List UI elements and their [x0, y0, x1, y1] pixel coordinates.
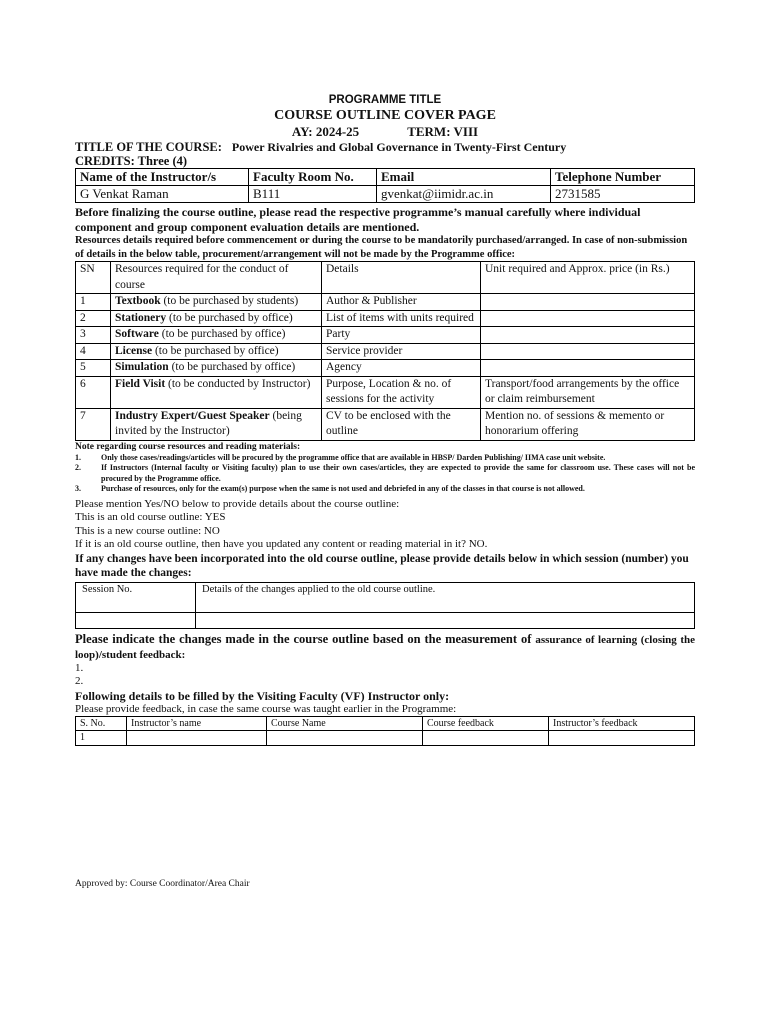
- table-row: [76, 294, 695, 311]
- vf-heading: Following details to be filled by the Visiting Faculty (VF) Instructor only:: [75, 688, 450, 703]
- resource-unit-price: Mention no. of sessions & memento or honorarium offering: [481, 408, 695, 440]
- cover-page-title: COURSE OUTLINE COVER PAGE: [274, 108, 496, 123]
- col-instructor-name: Instructor’s name: [127, 717, 267, 731]
- note-item: [75, 453, 695, 464]
- resource-unit-price: [481, 343, 695, 360]
- resource-sn-text: 4: [80, 344, 86, 357]
- col-change-details: Details of the changes applied to the old course outline.: [196, 582, 695, 612]
- table-row: [76, 376, 695, 408]
- resource-title: Stationery: [115, 311, 167, 324]
- col-unit-price: Unit required and Approx. price (in Rs.): [481, 262, 695, 294]
- resource-title: Software: [115, 328, 159, 340]
- vf-instructor-feedback: [549, 731, 695, 746]
- resource-unit-price: [481, 310, 695, 327]
- mention-prompt: Please mention Yes/NO below to provide details about the course outline:: [75, 497, 400, 510]
- resource-name: [111, 408, 322, 440]
- resource-details: Agency: [322, 360, 481, 377]
- resource-unit-price: [481, 294, 695, 311]
- col-details: Details: [322, 262, 481, 294]
- old-outline-status: This is an old course outline: YES: [75, 511, 226, 523]
- table-row: [76, 408, 695, 440]
- resource-sn: [76, 343, 111, 360]
- resource-note: (being invited by the Instructor): [115, 409, 302, 437]
- aol-heading-part-a: Please indicate the changes made in the course outline based on the measurement of: [75, 631, 536, 646]
- vf-sno: 1: [76, 731, 127, 746]
- col-faculty-room: Faculty Room No.: [249, 169, 377, 186]
- resource-sn-text: 5: [80, 361, 86, 373]
- table-row: [76, 310, 695, 327]
- vf-course-feedback: [423, 731, 549, 746]
- instructor-name: G Venkat Raman: [76, 186, 249, 203]
- notes-heading: Note regarding course resources and reading materials:: [75, 441, 301, 452]
- credits: CREDITS: Three (4): [75, 154, 188, 168]
- aol-heading-part-b: assurance of learning (closing the loop)/student feedback:: [75, 633, 695, 661]
- course-title-label: TITLE OF THE COURSE:: [75, 140, 222, 154]
- col-sn: SN: [76, 262, 111, 294]
- resource-details: Party: [322, 327, 481, 344]
- instructor-table: [75, 168, 695, 203]
- resource-name: [111, 310, 322, 327]
- resource-title: Industry Expert/Guest Speaker: [115, 409, 270, 422]
- table-header-row: [76, 262, 695, 294]
- vf-feedback-table: [75, 716, 695, 746]
- resource-name: [111, 343, 322, 360]
- resource-note: (to be purchased by students): [160, 295, 299, 307]
- resource-sn: [76, 376, 111, 408]
- telephone-number: 2731585: [551, 186, 695, 203]
- resource-sn-text: 7: [80, 409, 86, 422]
- table-row: [76, 186, 695, 203]
- resource-title: Field Visit: [115, 377, 166, 390]
- note-number: 3.: [75, 484, 81, 493]
- resource-unit-price: [481, 327, 695, 344]
- resource-unit-price: [481, 360, 695, 377]
- vf-feedback-prompt: Please provide feedback, in case the same course was taught earlier in the Programme:: [75, 702, 457, 715]
- changes-prompt: If any changes have been incorporated into the old course outline, please provide details below in which session (number) you have made the changes:: [75, 552, 689, 579]
- updated-status: If it is an old course outline, then have you updated any content or reading material in it? NO.: [75, 538, 488, 550]
- approved-by: Approved by: Course Coordinator/Area Chair: [75, 879, 250, 889]
- resource-note: (to be purchased by office): [158, 328, 286, 340]
- col-sno: S. No.: [76, 717, 127, 731]
- table-row: [76, 731, 695, 746]
- table-row: [76, 327, 695, 344]
- resource-title: License: [115, 344, 153, 357]
- resource-details: Purpose, Location & no. of sessions for the activity: [322, 376, 481, 408]
- programme-title: PROGRAMME TITLE: [328, 94, 442, 106]
- resource-name: [111, 360, 322, 377]
- intro-paragraph: Before finalizing the course outline, please read the respective programme’s manual carefully where individual component and group component evaluation details are mentioned.: [75, 205, 641, 234]
- document-page: [75, 93, 695, 889]
- resources-paragraph: Resources details required before commencement or during the course to be mandatorily purchased/arranged. In case of non-submission of details in the below table, procurement/arrangement will not be made by the Programme office:: [75, 235, 688, 260]
- resource-sn: [76, 327, 111, 344]
- col-telephone: Telephone Number: [551, 169, 695, 186]
- resource-title: Simulation: [115, 361, 169, 373]
- change-details-cell: [196, 612, 695, 628]
- table-row: [76, 360, 695, 377]
- resource-details: List of items with units required: [322, 310, 481, 327]
- faculty-room: B111: [249, 186, 377, 203]
- new-outline-status: This is a new course outline: NO: [75, 524, 220, 537]
- vf-course-name: [267, 731, 423, 746]
- resource-details: CV to be enclosed with the outline: [322, 408, 481, 440]
- academic-year: AY: 2024-25: [291, 124, 360, 139]
- course-title: Power Rivalries and Global Governance in Twenty-First Century: [231, 140, 567, 154]
- resource-unit-price: Transport/food arrangements by the office or claim reimbursement: [481, 376, 695, 408]
- table-header-row: [76, 169, 695, 186]
- resource-title: Textbook: [115, 295, 161, 307]
- note-number: 2.: [75, 463, 81, 472]
- aol-item-1: 1.: [75, 661, 84, 674]
- resource-note: (to be purchased by office): [166, 311, 293, 324]
- session-no-cell: [76, 612, 196, 628]
- col-instructor-feedback: Instructor’s feedback: [549, 717, 695, 731]
- resource-name: [111, 294, 322, 311]
- course-title-line: [75, 140, 695, 154]
- col-course-feedback: Course feedback: [423, 717, 549, 731]
- notes-list: [75, 453, 695, 495]
- resource-sn-text: 3: [80, 328, 86, 340]
- aol-item-2: 2.: [75, 675, 84, 687]
- note-text: Only those cases/readings/articles will be procured by the programme office that are available in HBSP/ Darden Publishing/ IIMA case unit website.: [101, 452, 606, 462]
- resource-sn-text: 6: [80, 377, 86, 390]
- resource-sn-text: 2: [80, 311, 86, 324]
- resource-sn: [76, 310, 111, 327]
- table-header-row: [76, 582, 695, 612]
- table-row: [76, 343, 695, 360]
- resource-note: (to be purchased by office): [152, 344, 279, 357]
- resource-details: Service provider: [322, 343, 481, 360]
- col-instructor-name: Name of the Instructor/s: [76, 169, 249, 186]
- resource-sn: [76, 360, 111, 377]
- ay-term-line: [75, 124, 695, 140]
- col-resources: Resources required for the conduct of course: [111, 262, 322, 294]
- resource-sn: [76, 408, 111, 440]
- resource-note: (to be purchased by office): [168, 361, 296, 373]
- term: TERM: VIII: [407, 124, 479, 139]
- table-row: [76, 612, 695, 628]
- resource-details: Author & Publisher: [322, 294, 481, 311]
- note-text: Purchase of resources, only for the exam(s) purpose when the same is not used and debriefed in any of the classes in that course is not allowed.: [101, 484, 585, 493]
- col-course-name: Course Name: [267, 717, 423, 731]
- resource-note: (to be conducted by Instructor): [165, 377, 311, 390]
- session-changes-table: [75, 582, 695, 629]
- resource-sn: [76, 294, 111, 311]
- table-header-row: [76, 717, 695, 731]
- note-text: If Instructors (Internal faculty or Visiting faculty) plan to use their own cases/articles, they are expected to provide the same for classroom use. These cases will not be procured by the Programme office.: [101, 463, 695, 483]
- vf-instructor-name: [127, 731, 267, 746]
- resources-table: [75, 261, 695, 441]
- instructor-email: gvenkat@iimidr.ac.in: [377, 186, 551, 203]
- note-number: 1.: [75, 452, 81, 462]
- col-session-no: Session No.: [76, 582, 196, 612]
- resources-rows: [76, 294, 695, 441]
- resource-sn-text: 1: [80, 295, 86, 307]
- resource-name: [111, 376, 322, 408]
- col-email: Email: [377, 169, 551, 186]
- note-item: [75, 484, 695, 495]
- aol-heading: [75, 632, 695, 662]
- note-item: [75, 463, 695, 484]
- resource-name: [111, 327, 322, 344]
